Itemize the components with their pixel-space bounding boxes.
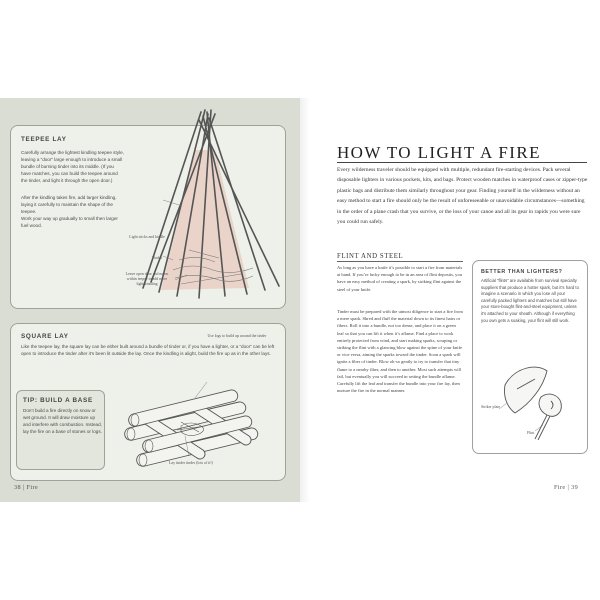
- intro-text: Every wilderness traveler should be equipped with multiple, redundant fire-starting devices. Pack several disposable lighters in various pockets, kits, and bags. Protect wooden matches in waterproof cases or zipper-type plastic bags and distribute them similarly throughout your gear. Finding yourself in the wilderness without an easy method to start a fire should only be the result of unforeseeable or unavoidable circumstances—something in the order of a plane crash that you survive, or the loss of your canoe and all its gear in rapids you were sure you could run safely.: [337, 167, 588, 226]
- teepee-text-3: Work your way up gradually to small then larger fuel wood.: [21, 216, 118, 228]
- caption-logs: Use logs to build up around the tinder: [207, 334, 267, 338]
- teepee-lay-box: [10, 125, 286, 309]
- caption-tinder: Tinder: [151, 256, 163, 260]
- book-spread: [0, 98, 600, 502]
- caption-flint: Flint: [527, 431, 535, 435]
- tip-heading: TIP: BUILD A BASE: [23, 397, 93, 404]
- left-page: [0, 98, 300, 502]
- teepee-text-1: Carefully arrange the lightest kindling teepee style, leaving a “door” large enough to introduce a small bundle of burning tinder into its middle. (If you have matches, you can build the teepee around the tinder, and light it through the open door.): [21, 150, 124, 183]
- tip-box: [16, 390, 105, 470]
- caption-lay-tinder: Lay tinder tinder (lots of it!): [169, 461, 213, 465]
- sidebar-heading: BETTER THAN LIGHTERS?: [481, 269, 563, 275]
- sidebar-text: Artificial “flints” are available from survival specialty suppliers that produce a hotter spark, but it’s hard to imagine a scenario in which you lose all your carefully packed lighters and matches but still have your store-bought flint-and-steel equipment, unless it’s attached to your sheath. Although if everything you own gets a soaking, your flint will still work.: [481, 278, 579, 323]
- square-lay-box: [10, 323, 286, 481]
- page-title: HOW TO LIGHT A FIRE: [337, 143, 541, 162]
- caption-door: Leave open door and moon within teepee to add more light kindling: [125, 272, 169, 286]
- square-heading: SQUARE LAY: [21, 333, 69, 340]
- flint-rule: [337, 261, 463, 262]
- better-than-lighters-box: [472, 260, 588, 454]
- caption-striker: Striker plate: [481, 405, 501, 409]
- flint-text-1: As long as you have a knife it’s possible to start a fire from materials at hand. If you’re lucky enough to be in an area of flint deposits, you have an easy method of creating a spark, by striking flint against the steel of your knife.: [337, 265, 463, 292]
- right-page: [300, 98, 600, 502]
- caption-kindle: Light sticks and kindle: [129, 235, 165, 239]
- teepee-heading: TEEPEE LAY: [21, 136, 67, 143]
- tip-text: Don’t build a fire directly on snow or wet ground. It will draw moisture up and interfere with combustion. Instead, lay the fire on a base of stones or logs.: [23, 408, 102, 434]
- flint-heading: FLINT AND STEEL: [337, 253, 404, 260]
- right-folio: Fire | 39: [554, 484, 579, 491]
- left-folio: 38 | Fire: [14, 484, 39, 491]
- teepee-text-2: After the kindling takes fire, add larger kindling, laying it carefully to maintain the shape of the teepee.: [21, 195, 117, 214]
- square-text: Like the teepee lay, the square lay can be either built around a bundle of tinder or, if you have a lighter, or a “door” can be left open to introduce the tinder after it’s been lit outside the lay. Once the kindling is alight, build the fire up as in the other lays.: [21, 344, 275, 356]
- flint-text-2: Tinder must be prepared with the utmost diligence to start a fire from a mere spark. Shred and fluff the material down to its finest hairs or fibers. Roll it into a bundle, not too dense, and place it on a green leaf so that you can lift it when it’s aflame. Find a place to work entirely protected from wind, and start making sparks, scraping or striking the flint with a glancing blow against the spine of your knife or vice versa, aiming the sparks toward the tinder. Soon a spark will ignite a fiber of tinder. Blow oh-so gently to try to transfer that tiny flame to a nearby fiber, and then to another. Most such attempts will fail, but eventually you will succeed in setting the bundle aflame. Carefully lift the leaf and transfer the bundle into your fire lay, then nurture the fire in the normal manner.: [337, 309, 463, 394]
- title-rule: [337, 162, 587, 163]
